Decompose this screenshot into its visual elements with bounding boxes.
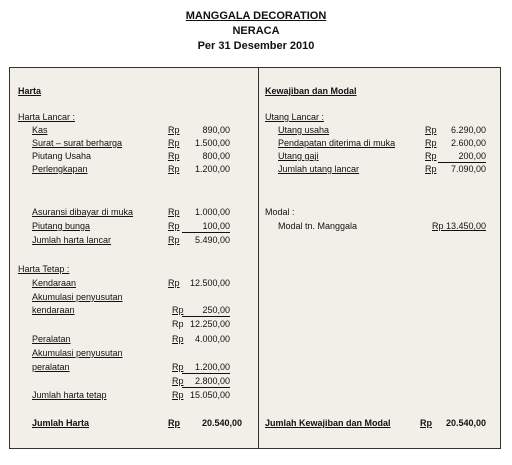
total-liabilities-equity-amount: 20.540,00 [445, 418, 486, 428]
company-name: MANGGALA DECORATION [185, 10, 327, 22]
total-liabilities-equity-label: Jumlah Kewajiban dan Modal [265, 418, 391, 428]
liabilities-equity-heading: Kewajiban dan Modal [265, 86, 357, 96]
item-label: Peralatan [32, 334, 71, 344]
item-amount: 12.500,00 [189, 278, 230, 288]
currency-rp: Rp [425, 164, 437, 174]
currency-rp: Rp [172, 319, 184, 329]
net-equipment-amount: 2.800,00 [182, 376, 230, 388]
total-current-assets-label: Jumlah harta lancar [32, 235, 112, 245]
item-amount: 4.000,00 [194, 334, 230, 344]
net-vehicle-amount: 12.250,00 [189, 319, 230, 329]
report-title: NERACA [232, 25, 280, 37]
item-label: Akumulasi penyusutan [32, 292, 123, 302]
item-label: Pendapatan diterima di muka [278, 138, 396, 148]
item-label: Asuransi dibayar di muka [32, 207, 134, 217]
total-assets-label: Jumlah Harta [32, 418, 90, 428]
item-label: Surat – surat berharga [32, 138, 123, 148]
item-amount: 250,00 [182, 305, 230, 317]
currency-rp: Rp [168, 235, 180, 245]
assets-heading: Harta [18, 86, 42, 96]
item-label: Kas [32, 125, 48, 135]
balance-sheet-table [9, 67, 501, 449]
currency-rp: Rp [168, 221, 180, 231]
currency-rp: Rp [172, 376, 184, 386]
item-label: Utang usaha [278, 125, 330, 135]
item-amount: 6.290,00 [450, 125, 486, 135]
currency-rp: Rp [168, 418, 180, 428]
item-amount: 1.200,00 [194, 164, 230, 174]
total-current-liabilities-label: Jumlah utang lancar [278, 164, 360, 174]
item-amount: 200,00 [438, 151, 486, 163]
item-label: Piutang bunga [32, 221, 91, 231]
item-label: Perlengkapan [32, 164, 88, 174]
currency-rp: Rp [425, 125, 437, 135]
currency-rp: Rp [168, 207, 180, 217]
column-divider [258, 68, 259, 448]
equity-label: Modal tn. Manggala [278, 221, 358, 231]
current-liabilities-title: Utang Lancar : [265, 112, 325, 122]
item-label: Piutang Usaha [32, 151, 92, 161]
currency-rp: Rp [168, 164, 180, 174]
item-amount: 100,00 [182, 221, 230, 233]
currency-rp: Rp [172, 334, 184, 344]
equity-title: Modal : [265, 207, 295, 217]
total-assets-amount: 20.540,00 [201, 418, 242, 428]
item-label: Kendaraan [32, 278, 77, 288]
currency-rp: Rp [420, 418, 432, 428]
item-amount: 2.600,00 [450, 138, 486, 148]
item-amount: 800,00 [202, 151, 230, 161]
item-label: kendaraan [32, 305, 75, 315]
currency-rp: Rp [172, 305, 184, 315]
report-period: Per 31 Desember 2010 [197, 40, 315, 52]
currency-rp: Rp [168, 151, 180, 161]
currency-rp: Rp [172, 390, 184, 400]
fixed-assets-title: Harta Tetap : [18, 264, 70, 274]
equity-amount: Rp 13.450,00 [431, 221, 486, 231]
item-amount: 1.500,00 [194, 138, 230, 148]
total-current-assets-amount: 5.490,00 [194, 235, 230, 245]
currency-rp: Rp [172, 362, 184, 372]
currency-rp: Rp [425, 138, 437, 148]
total-current-liabilities-amount: 7.090,00 [450, 164, 486, 174]
item-amount: 1.000,00 [194, 207, 230, 217]
currency-rp: Rp [168, 125, 180, 135]
currency-rp: Rp [168, 138, 180, 148]
total-fixed-assets-amount: 15.050,00 [189, 390, 230, 400]
item-amount: 1.200,00 [182, 362, 230, 374]
item-label: peralatan [32, 362, 70, 372]
item-amount: 890,00 [202, 125, 230, 135]
total-fixed-assets-label: Jumlah harta tetap [32, 390, 107, 400]
item-label: Utang gaji [278, 151, 319, 161]
currency-rp: Rp [168, 278, 180, 288]
currency-rp: Rp [425, 151, 437, 161]
item-label: Akumulasi penyusutan [32, 348, 123, 358]
current-assets-title: Harta Lancar : [18, 112, 76, 122]
